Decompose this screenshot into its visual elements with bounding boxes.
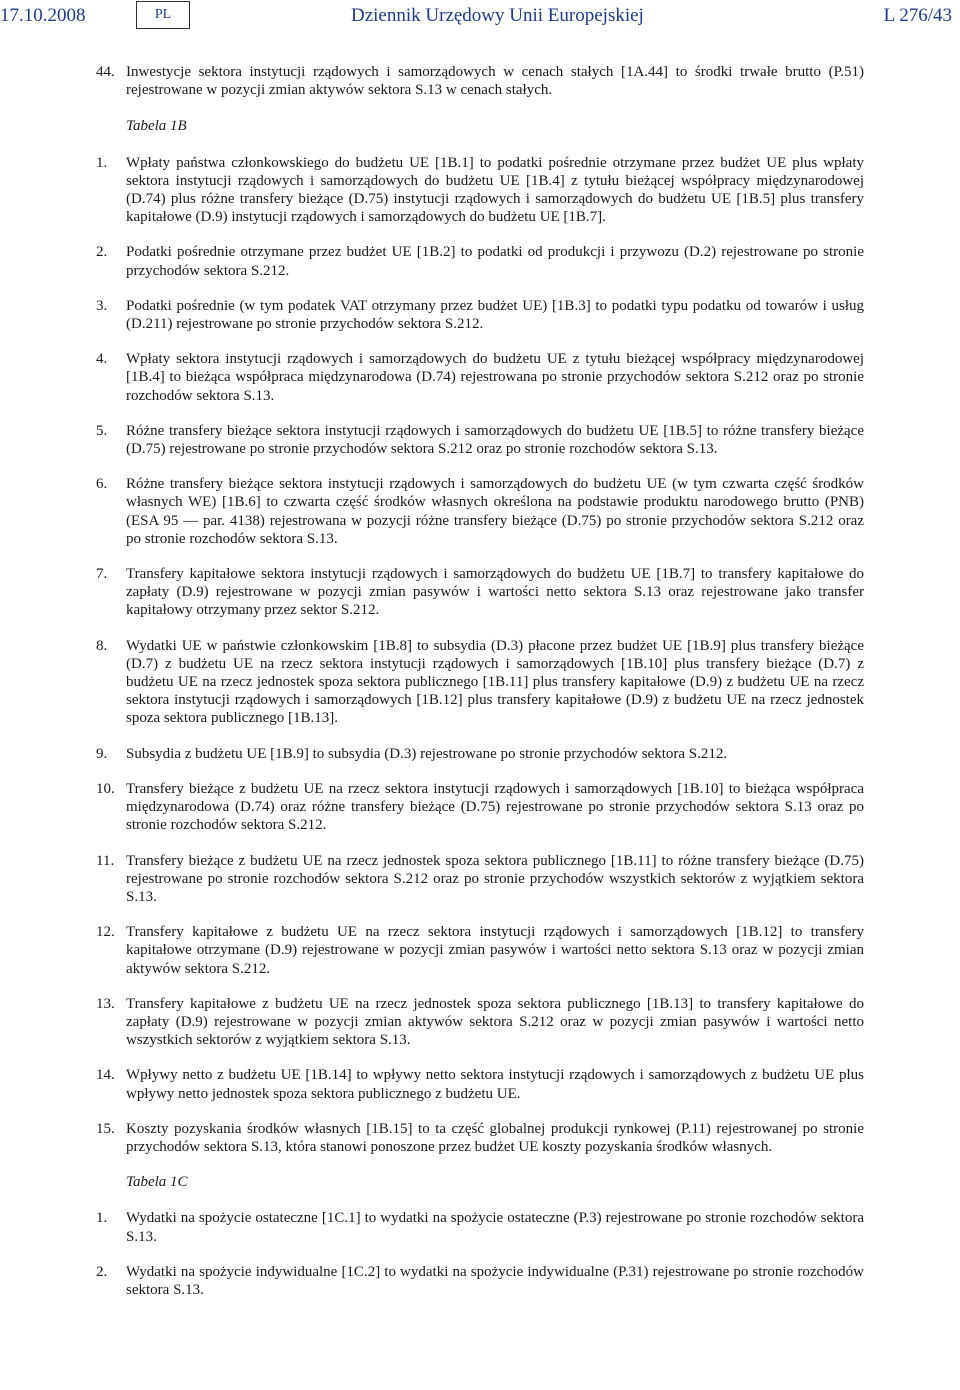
journal-title: Dziennik Urzędowy Unii Europejskiej [351, 5, 644, 26]
list-item [96, 154, 864, 227]
list-item [96, 1120, 864, 1156]
item-number: 3. [96, 297, 108, 314]
item-number: 6. [96, 476, 108, 493]
list-item [96, 1263, 864, 1299]
list-item [96, 637, 864, 728]
item-text: Transfery bieżące z budżetu UE na rzecz sektora instytucji rządowych i samorządowych [1B.10] to bieżąca współpraca międzynarodowa (D.74) oraz różne transfery bieżące (D.75) rejestrowane po stronie przychodów sektora S.13 oraz po stronie rozchodów sektora S.212. [126, 780, 864, 834]
list-item [96, 1066, 864, 1102]
item-number: 2. [96, 244, 108, 261]
item-number: 15. [96, 1120, 115, 1137]
item-number: 14. [96, 1067, 115, 1084]
list-item [96, 243, 864, 279]
list-item [96, 350, 864, 405]
item-text: Wpływy netto z budżetu UE [1B.14] to wpływy netto sektora instytucji rządowych i samorządowych z budżetu UE plus wpływy netto jednostek spoza sektora publicznego z budżetu UE. [126, 1067, 864, 1102]
list-item [96, 63, 864, 99]
page-header [0, 0, 960, 40]
item-text: Różne transfery bieżące sektora instytucji rządowych i samorządowych do budżetu UE [1B.5] to różne transfery bieżące (D.75) rejestrowane po stronie przychodów sektora S.212 oraz po stronie rozchodów sektora S.13. [126, 422, 864, 458]
item-text: Transfery kapitałowe z budżetu UE na rzecz jednostek spoza sektora publicznego [1B.13] to transfery kapitałowe do zapłaty (D.9) rejestrowane w pozycji zmian aktywów sektora S.212 oraz w pozycji zmian pasywów i wartości netto wszystkich sektorów z wyjątkiem sektora S.13. [126, 995, 864, 1049]
list-item [96, 475, 864, 548]
item-number: 8. [96, 637, 108, 654]
item-number: 11. [96, 852, 115, 869]
list-item [96, 745, 864, 763]
table-1b-title: Tabela 1B [126, 118, 187, 135]
list-item [96, 995, 864, 1050]
item-number: 44. [96, 64, 115, 80]
language-badge: PL [136, 1, 190, 29]
item-text: Transfery kapitałowe sektora instytucji rządowych i samorządowych do budżetu UE [1B.7] to transfery kapitałowe do zapłaty (D.9) rejestrowane w pozycji zmian pasywów i wartości netto sektora S.13 oraz rejestrowane jako transfer kapitałowy otrzymany przez sektor S.212. [126, 566, 864, 619]
item-number: 4. [96, 351, 108, 368]
list-item [96, 422, 864, 458]
table-1c-list [96, 1209, 864, 1299]
list-item [96, 852, 864, 907]
list-item [96, 1209, 864, 1245]
item-text: Wydatki na spożycie indywidualne [1C.2] to wydatki na spożycie indywidualne (P.31) rejestrowane po stronie rozchodów sektora S.13. [126, 1263, 864, 1298]
table-1b-list [96, 154, 864, 1157]
item-text: Wydatki UE w państwie członkowskim [1B.8] to subsydia (D.3) płacone przez budżet UE [1B.9] plus transfery bieżące (D.7) z budżetu UE na rzecz sektora instytucji rządowych i samorządowych [1B.10] plus transfery bieżące (D.7) z budżetu UE na rzecz jednostek spoza sektora publicznego [1B.11] plus transfery kapitałowe (D.9) z budżetu UE na rzecz sektora instytucji rządowych i samorządowych [1B.12] plus transfery kapitałowe (D.9) z budżetu UE na rzecz jednostek spoza sektora publicznego [1B.13]. [126, 637, 864, 727]
item-text: Podatki pośrednie otrzymane przez budżet UE [1B.2] to podatki od produkcji i przywozu (D.2) rejestrowane po stronie przychodów sektora S.212. [126, 244, 864, 279]
item-text: Inwestycje sektora instytucji rządowych i samorządowych w cenach stałych [1A.44] to środki trwałe brutto (P.51) rejestrowane w pozycji zmian aktywów sektora S.13 w cenach stałych. [126, 64, 864, 99]
item-number: 1. [96, 1210, 108, 1227]
item-text: Różne transfery bieżące sektora instytucji rządowych i samorządowych do budżetu UE (w tym czwarta część środków własnych WE) [1B.6] to czwarta część środków własnych określona na podstawie produktu narodowego brutto (PNB) (ESA 95 — par. 4138) rejestrowana w pozycji różne transfery bieżące (D.75) po stronie przychodów sektora S.212 oraz po stronie rozchodów sektora S.13. [126, 476, 864, 547]
item-number: 12. [96, 924, 115, 941]
item-text: Wpłaty państwa członkowskiego do budżetu UE [1B.1] to podatki pośrednie otrzymane przez budżet UE plus wpłaty sektora instytucji rządowych i samorządowych do budżetu UE [1B.4] z tytułu bieżącej współpracy międzynarodowej (D.74) plus różne transfery bieżące (D.75) instytucji rządowych i samorządowych do budżetu UE [1B.5] plus transfery kapitałowe (D.9) instytucji rządowych i samorządowych do budżetu UE [1B.7]. [126, 154, 864, 226]
publication-date: 17.10.2008 [0, 5, 86, 26]
page-number: L 276/43 [883, 5, 952, 26]
document-body [96, 63, 864, 1299]
list-item [96, 297, 864, 333]
item-text: Podatki pośrednie (w tym podatek VAT otrzymany przez budżet UE) [1B.3] to podatki typu podatku od towarów i usług (D.211) rejestrowane po stronie przychodów sektora S.212. [126, 297, 864, 333]
item-number: 7. [96, 566, 108, 583]
item-number: 10. [96, 780, 115, 797]
table-1c-title: Tabela 1C [126, 1174, 188, 1191]
item-number: 2. [96, 1263, 108, 1280]
item-text: Wpłaty sektora instytucji rządowych i samorządowych do budżetu UE z tytułu bieżącej współpracy międzynarodowej [1B.4] to bieżąca współpraca międzynarodowa (D.74) rejestrowana po stronie przychodów sektora S.212 oraz po stronie rozchodów sektora S.13. [126, 351, 864, 404]
item-text: Subsydia z budżetu UE [1B.9] to subsydia (D.3) rejestrowane po stronie przychodów sektora S.212. [126, 745, 728, 762]
list-item [96, 780, 864, 835]
list-item [96, 923, 864, 978]
list-item [96, 565, 864, 620]
item-number: 1. [96, 154, 108, 171]
item-text: Transfery kapitałowe z budżetu UE na rzecz sektora instytucji rządowych i samorządowych [1B.12] to transfery kapitałowe otrzymane (D.9) rejestrowane w pozycji zmian pasywów i wartości netto sektora S.13 oraz w pozycji zmian aktywów sektora S.212. [126, 924, 864, 977]
item-text: Transfery bieżące z budżetu UE na rzecz jednostek spoza sektora publicznego [1B.11] to różne transfery bieżące (D.75) rejestrowane po stronie rozchodów sektora S.212 oraz po stronie przychodów wszystkich sektorów z wyjątkiem sektora S.13. [126, 852, 864, 905]
item-text: Wydatki na spożycie ostateczne [1C.1] to wydatki na spożycie ostateczne (P.3) rejestrowane po stronie rozchodów sektora S.13. [126, 1210, 864, 1245]
item-number: 9. [96, 745, 108, 762]
item-text: Koszty pozyskania środków własnych [1B.15] to ta część globalnej produkcji rynkowej (P.11) rejestrowanej po stronie przychodów sektora S.13, która stanowi ponoszone przez budżet UE koszty pozyskania środków własnych. [126, 1120, 864, 1155]
item-number: 13. [96, 995, 115, 1012]
item-number: 5. [96, 422, 108, 439]
